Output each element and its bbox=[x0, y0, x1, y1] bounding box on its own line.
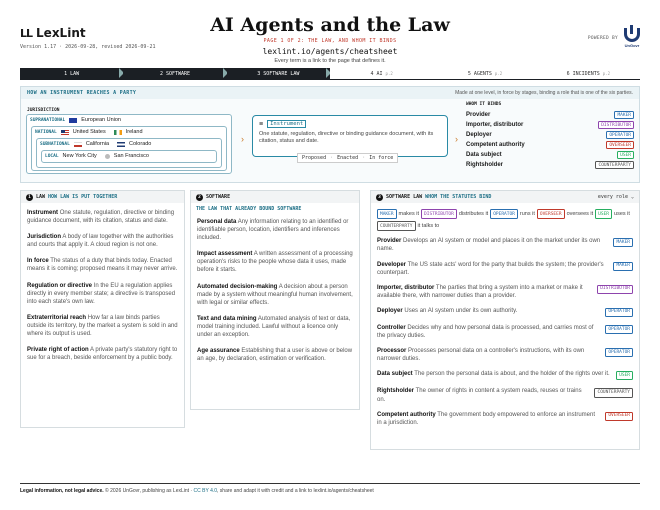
level-label: SUBNATIONAL bbox=[40, 141, 70, 147]
section-subtitle: WHOM THE STATUTES BIND bbox=[425, 194, 492, 200]
role-filter-value: every role bbox=[597, 194, 628, 200]
reach-panel-header bbox=[21, 87, 639, 99]
glossary-term[interactable] bbox=[27, 209, 178, 225]
jurisdiction-nyc[interactable]: New York City bbox=[62, 153, 97, 159]
role-name: Data subject bbox=[466, 152, 502, 158]
role-definition-text bbox=[377, 347, 599, 363]
title-block bbox=[170, 14, 490, 64]
jurisdiction-ireland[interactable]: Ireland bbox=[125, 129, 143, 135]
page-subtitle: Every term is a link to the page that defines it. bbox=[274, 58, 386, 64]
term-definition: How far a law binds parties outside its territory, by the market a system is sold in and where its output is used. bbox=[27, 314, 178, 338]
term-definition: A decision about a person made by a system without meaningful human involvement, with legal or similar effects. bbox=[197, 283, 353, 306]
term-definition: One statute, regulation, directive or binding guidance document, with its citation, status and date. bbox=[27, 210, 175, 225]
tab-ai[interactable] bbox=[330, 68, 433, 79]
role-definition-text bbox=[377, 370, 610, 380]
term-name: In force bbox=[27, 258, 49, 265]
term-name: Importer, distributor bbox=[377, 284, 435, 291]
term-name: Text and data mining bbox=[197, 315, 257, 322]
ungovr-logo bbox=[624, 28, 640, 48]
us-flag-icon bbox=[61, 130, 69, 135]
role-badge: COUNTERPARTY bbox=[594, 388, 633, 397]
law-terms bbox=[21, 203, 184, 376]
section-number: 3 bbox=[376, 194, 383, 201]
national-row bbox=[35, 129, 143, 135]
stage-track bbox=[297, 153, 398, 163]
glossary-term[interactable] bbox=[27, 282, 178, 306]
section-number: 2 bbox=[196, 194, 203, 201]
page-title: AI Agents and the Law bbox=[210, 14, 450, 36]
role-definition[interactable] bbox=[377, 411, 633, 427]
glossary-term[interactable] bbox=[197, 250, 353, 274]
term-definition: The status of a duty that binds today. Enacted means it is coming; proposed means it may never arrive. bbox=[27, 258, 178, 273]
role-row[interactable] bbox=[466, 120, 634, 130]
term-name: Impact assessment bbox=[197, 251, 253, 258]
role-badge: OPERATOR bbox=[605, 308, 633, 317]
role-definition[interactable] bbox=[377, 324, 633, 340]
stage-separator: · bbox=[330, 155, 334, 161]
instrument-title-row bbox=[259, 120, 441, 128]
section-name: SOFTWARE LAW bbox=[386, 194, 423, 200]
footer-copyright: © 2026 UnGovr, publishing as LexLint · bbox=[105, 488, 193, 494]
role-definition-text bbox=[377, 307, 517, 317]
role-definition-text bbox=[377, 261, 607, 277]
role-badge: MAKER bbox=[614, 111, 634, 119]
role-definition-text bbox=[377, 387, 588, 403]
software-column-header bbox=[191, 191, 359, 203]
role-row[interactable] bbox=[466, 140, 634, 150]
jurisdiction-eu[interactable]: European Union bbox=[81, 117, 121, 123]
term-name: Developer bbox=[377, 261, 407, 268]
tab-law[interactable] bbox=[20, 68, 123, 79]
role-row[interactable] bbox=[466, 150, 634, 160]
term-definition: A private party's statutory right to sue for a breach, beside enforcement by a public body. bbox=[27, 347, 178, 362]
chain-text: makes it bbox=[398, 210, 420, 217]
glossary-term[interactable] bbox=[27, 257, 178, 273]
page-url[interactable]: lexlint.io/agents/cheatsheet bbox=[262, 47, 398, 56]
role-badge-counterparty[interactable]: COUNTERPARTY bbox=[377, 221, 416, 231]
section-name: LAW bbox=[36, 194, 46, 200]
term-name: Personal data bbox=[197, 219, 237, 225]
software-law-terms bbox=[371, 203, 639, 440]
chain-text: it talks to bbox=[417, 222, 440, 229]
ungovr-icon bbox=[624, 28, 640, 42]
arrow-right-icon: › bbox=[455, 134, 458, 144]
tab-incidents[interactable] bbox=[537, 68, 640, 79]
stage-proposed[interactable]: Proposed bbox=[302, 155, 327, 161]
glossary-term[interactable] bbox=[197, 283, 353, 307]
term-definition: The person the personal data is about, and the holder of the rights over it. bbox=[414, 371, 610, 378]
law-column-header bbox=[21, 191, 184, 203]
role-definition[interactable] bbox=[377, 237, 633, 253]
glossary-term[interactable] bbox=[27, 346, 178, 362]
term-name: Provider bbox=[377, 238, 402, 245]
term-name: Data subject bbox=[377, 371, 413, 378]
tabs-divider bbox=[20, 79, 640, 80]
level-label: SUPRANATIONAL bbox=[30, 117, 66, 123]
city-seal-icon bbox=[105, 154, 110, 159]
reach-title: HOW AN INSTRUMENT REACHES A PARTY bbox=[27, 90, 137, 96]
jurisdiction-california[interactable]: California bbox=[85, 141, 110, 147]
tab-page: p.2 bbox=[494, 71, 503, 76]
term-definition: Decides why and how personal data is processed, and carries most of the privacy duties. bbox=[377, 325, 594, 340]
software-law-column-header bbox=[371, 191, 639, 203]
stage-in-force[interactable]: In force bbox=[369, 155, 394, 161]
term-name: Rightsholder bbox=[377, 388, 414, 395]
term-definition: The owner of rights in content a system reads, reuses or trains on. bbox=[377, 388, 582, 403]
license-link[interactable]: CC BY 4.0 bbox=[193, 488, 218, 494]
law-column bbox=[20, 190, 185, 428]
roles-label: WHOM IT BINDS bbox=[466, 102, 502, 107]
ungovr-name: UnGovr bbox=[624, 43, 640, 48]
role-definition-text bbox=[377, 411, 599, 427]
software-terms bbox=[191, 212, 359, 377]
role-definition[interactable] bbox=[377, 387, 633, 403]
term-definition: A body of law together with the authorities and courts that apply it. A cloud region is not one. bbox=[27, 234, 174, 249]
section-name: SOFTWARE bbox=[206, 194, 231, 200]
reach-note: Made at one level, in force by stages, binding a role that is one of the six parties. bbox=[455, 90, 633, 96]
term-definition: Establishing that a user is above or below an age, by declaration, estimation or verification. bbox=[197, 348, 353, 363]
role-name: Provider bbox=[466, 112, 491, 118]
chain-text: uses it bbox=[614, 210, 630, 217]
tab-page: p.2 bbox=[385, 71, 393, 76]
page-indicator: PAGE 1 OF 2: THE LAW, AND WHOM IT BINDS bbox=[263, 38, 397, 44]
term-definition: A written assessment of a processing operation's risks to the people whose data it uses, made before it starts. bbox=[197, 251, 353, 274]
role-definition[interactable] bbox=[377, 347, 633, 363]
role-badge: OPERATOR bbox=[605, 348, 633, 357]
term-definition: The government body empowered to enforce an instrument in a jurisdiction. bbox=[377, 411, 595, 426]
tab-page: p.2 bbox=[602, 71, 610, 76]
role-row[interactable] bbox=[466, 160, 634, 170]
tab-label: 2 SOFTWARE bbox=[159, 70, 191, 77]
term-name: Jurisdiction bbox=[27, 234, 62, 241]
tab-label: 1 LAW bbox=[64, 70, 80, 77]
role-definition[interactable] bbox=[377, 370, 633, 380]
term-definition: Develops an AI system or model and places it on the market under its own name. bbox=[377, 238, 601, 253]
role-badge: MAKER bbox=[613, 262, 633, 271]
role-definition[interactable] bbox=[377, 284, 633, 300]
jurisdiction-us[interactable]: United States bbox=[72, 129, 106, 135]
role-badge: USER bbox=[616, 371, 633, 380]
term-name: Age assurance bbox=[197, 348, 240, 355]
role-definition[interactable] bbox=[377, 307, 633, 317]
role-badge-user[interactable]: USER bbox=[595, 209, 612, 219]
section-subtitle: HOW LAW IS PUT TOGETHER bbox=[48, 194, 118, 200]
role-filter-select[interactable] bbox=[598, 194, 634, 200]
role-definition[interactable] bbox=[377, 261, 633, 277]
role-badge-distributor[interactable]: DISTRIBUTOR bbox=[421, 209, 457, 219]
logo[interactable] bbox=[20, 26, 86, 40]
role-name: Importer, distributor bbox=[466, 122, 524, 128]
software-column bbox=[190, 190, 360, 410]
role-name: Rightsholder bbox=[466, 162, 503, 168]
arrow-right-icon: › bbox=[241, 134, 244, 144]
role-badge: DISTRIBUTOR bbox=[598, 121, 634, 129]
role-badge-overseer[interactable]: OVERSEER bbox=[537, 209, 565, 219]
term-definition: The parties that bring a system into a market or make it available there, with narrower duties than a provider. bbox=[377, 284, 583, 299]
jurisdiction-colorado[interactable]: Colorado bbox=[129, 141, 152, 147]
powered-by[interactable] bbox=[588, 28, 640, 48]
role-row[interactable] bbox=[466, 130, 634, 140]
term-definition: Processes personal data on a controller's instructions, with its own narrower duties. bbox=[377, 348, 585, 363]
role-badge: OVERSEER bbox=[606, 141, 634, 149]
role-badge-maker[interactable]: MAKER bbox=[377, 209, 397, 219]
chain-text: runs it bbox=[519, 210, 535, 217]
california-flag-icon bbox=[74, 142, 82, 147]
role-chain bbox=[377, 209, 633, 231]
instrument-desc: One statute, regulation, directive or binding guidance document, with its citation, status and date. bbox=[259, 131, 434, 145]
supranational-row bbox=[30, 117, 121, 123]
tab-label: 3 SOFTWARE LAW bbox=[257, 70, 300, 77]
role-name: Deployer bbox=[466, 132, 492, 138]
term-name: Extraterritorial reach bbox=[27, 314, 87, 321]
term-name: Processor bbox=[377, 348, 407, 355]
footer-disclaimer: Legal information, not legal advice. bbox=[20, 488, 104, 494]
ireland-flag-icon bbox=[114, 130, 122, 135]
role-badge: OPERATOR bbox=[605, 325, 633, 334]
term-definition: Automated analysis of text or data, model training included. Lawful without a licence only under an exception. bbox=[197, 315, 351, 339]
logo-mark: LL bbox=[20, 26, 33, 40]
page-footer bbox=[20, 483, 640, 494]
role-badge: COUNTERPARTY bbox=[595, 161, 634, 169]
version-text: Version 1.17 · 2026-09-28, revised 2026-09-21 bbox=[20, 44, 156, 50]
subnational-row bbox=[40, 141, 151, 147]
tab-agents[interactable] bbox=[433, 68, 536, 79]
term-definition: Any information relating to an identified or identifiable person, location, identifiers and inferences included. bbox=[197, 219, 349, 242]
term-name: Deployer bbox=[377, 307, 403, 314]
local-row bbox=[45, 153, 149, 159]
chain-text: oversees it bbox=[566, 210, 594, 217]
role-row[interactable] bbox=[466, 110, 634, 120]
page-header bbox=[20, 14, 640, 64]
glossary-term[interactable] bbox=[27, 233, 178, 249]
stage-separator: · bbox=[362, 155, 366, 161]
role-badge-operator[interactable]: OPERATOR bbox=[490, 209, 518, 219]
software-law-column bbox=[370, 190, 640, 450]
roles-list bbox=[466, 102, 634, 170]
term-name: Competent authority bbox=[377, 411, 436, 418]
glossary-term[interactable] bbox=[197, 218, 353, 242]
footer-tail: , share and adapt it with credit and a link to lexlint.io/agents/cheatsheet bbox=[217, 488, 374, 494]
level-label: NATIONAL bbox=[35, 129, 57, 135]
section-tabs bbox=[20, 68, 640, 79]
tab-label: 4 AI bbox=[370, 70, 383, 77]
tab-label: 5 AGENTS bbox=[467, 70, 492, 77]
instrument-title: Instrument bbox=[267, 120, 306, 128]
logo-text: LexLint bbox=[36, 26, 86, 40]
powered-by-label: POWERED BY bbox=[587, 35, 618, 41]
level-label: LOCAL bbox=[45, 153, 59, 159]
glossary-term[interactable] bbox=[197, 347, 353, 363]
section-number: 1 bbox=[26, 194, 33, 201]
glossary-term[interactable] bbox=[27, 314, 178, 338]
eu-flag-icon bbox=[69, 118, 77, 123]
role-badge: OPERATOR bbox=[606, 131, 634, 139]
jurisdiction-label: JURISDICTION bbox=[27, 108, 60, 113]
role-definition-text bbox=[377, 284, 591, 300]
stage-enacted[interactable]: Enacted bbox=[337, 155, 359, 161]
menu-icon: ≡ bbox=[259, 120, 264, 128]
role-definition-text bbox=[377, 324, 599, 340]
role-name: Competent authority bbox=[466, 142, 525, 148]
tab-software[interactable] bbox=[123, 68, 226, 79]
role-badge: OVERSEER bbox=[605, 412, 633, 421]
term-definition: The US state acts' word for the party that builds the system; the provider's counterpart. bbox=[377, 261, 604, 276]
term-name: Automated decision-making bbox=[197, 283, 278, 290]
tab-label: 6 INCIDENTS bbox=[566, 70, 600, 77]
term-definition: Uses an AI system under its own authority. bbox=[404, 307, 518, 314]
chain-text: distributes it bbox=[458, 210, 489, 217]
role-badge: MAKER bbox=[613, 238, 633, 247]
chevron-down-icon: ⌄ bbox=[630, 194, 634, 200]
term-name: Regulation or directive bbox=[27, 282, 93, 289]
term-name: Controller bbox=[377, 325, 406, 331]
tab-software-law[interactable] bbox=[227, 68, 330, 79]
jurisdiction-sf[interactable]: San Francisco bbox=[113, 153, 149, 159]
term-name: Private right of action bbox=[27, 347, 89, 354]
role-badge: USER bbox=[617, 151, 634, 159]
term-name: Instrument bbox=[27, 210, 59, 216]
colorado-flag-icon bbox=[117, 142, 125, 147]
glossary-term[interactable] bbox=[197, 315, 353, 339]
instrument-card[interactable] bbox=[252, 115, 448, 157]
section-subtitle: THE LAW THAT ALREADY BOUND SOFTWARE bbox=[196, 206, 302, 212]
term-definition: In the EU a regulation applies directly in every member state; a directive is transposed into each state's own law. bbox=[27, 282, 176, 305]
role-definition-text bbox=[377, 237, 607, 253]
role-badge: DISTRIBUTOR bbox=[597, 285, 633, 294]
